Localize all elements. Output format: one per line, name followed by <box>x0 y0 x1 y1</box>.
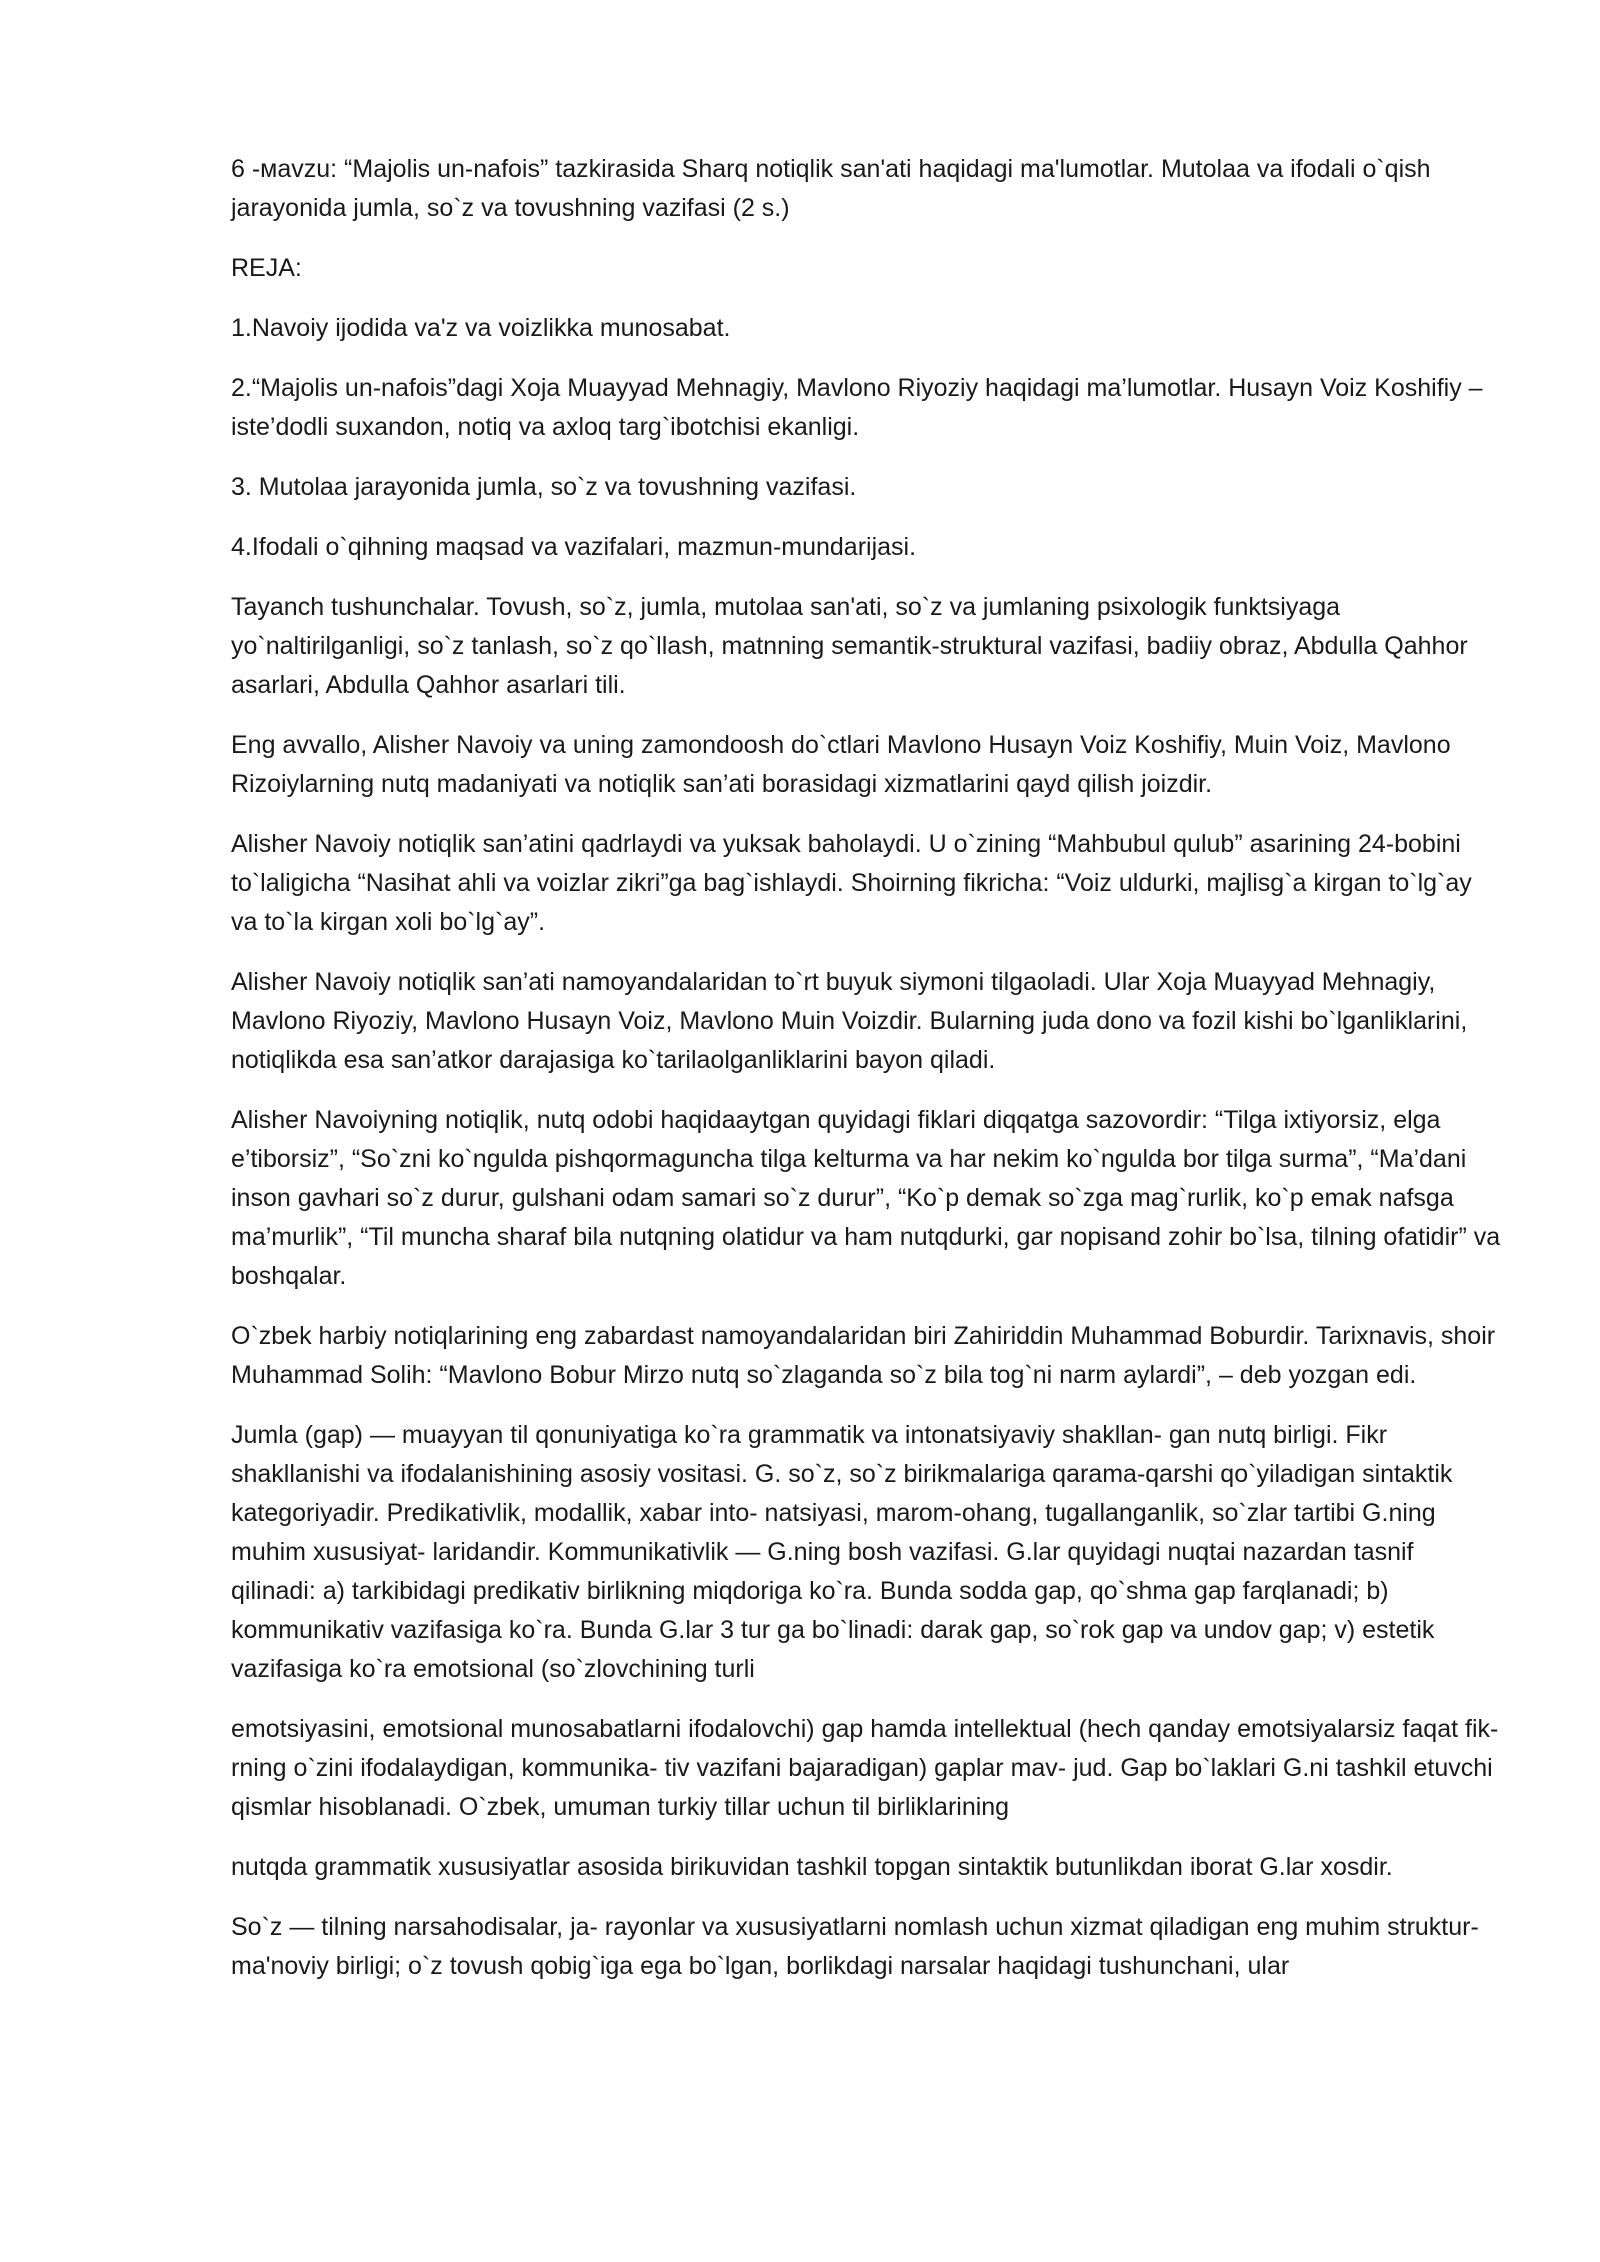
body-paragraph: Alisher Navoiyning notiqlik, nutq odobi haqidaaytgan quyidagi fiklari diqqatga sazovordir: “Tilga ixtiyorsiz, elga e’tiborsiz”, “So`zni ko`ngulda pishqormaguncha tilga kelturma va har nekim ko`ngulda bor tilga surma”, “Ma’dani inson gavhari so`z durur, gulshani odam samari so`z durur”, “Ko`p demak so`zga mag`rurlik, ko`p emak nafsga ma’murlik”, “Til muncha sharaf bila nutqning olatidur va ham nutqdurki, gar nopisand zohir bo`lsa, tilning ofatidir” va boshqalar. <box>231 1106 1501 1290</box>
document-page <box>231 150 1501 2007</box>
body-paragraph: nutqda grammatik xususiyatlar asosida birikuvidan tashkil topgan sintaktik butunlikdan iborat G.lar xosdir. <box>231 1853 1393 1881</box>
body-paragraph: Jumla (gap) — muayyan til qonuniyatiga ko`ra grammatik va intonatsiyaviy shakllan- gan nutq birligi. Fikr shakllanishi va ifodalanishining asosiy vositasi. G. so`z, so`z birikmalariga qarama-qarshi qo`yiladigan sintaktik kategoriyadir. Predikativlik, modallik, xabar into- natsiyasi, marom-ohang, tugallanganlik, so`zlar tartibi G.ning muhim xususiyat- laridandir. Kommunikativlik — G.ning bosh vazifasi. G.lar quyidagi nuqtai nazardan tasnif qilinadi: a) tarkibidagi predikativ birlikning miqdoriga ko`ra. Bunda sodda gap, qo`shma gap farqlanadi; b) kommunikativ vazifasiga ko`ra. Bunda G.lar 3 tur ga bo`linadi: darak gap, so`rok gap va undov gap; v) estetik vazifasiga ko`ra emotsional (so`zlovchining turli <box>231 1421 1453 1683</box>
body-paragraph: So`z — tilning narsahodisalar, ja- rayonlar va xususiyatlarni nomlash uchun xizmat qiladigan eng muhim struktur-ma'noviy birligi; o`z tovush qobig`iga ega bo`lgan, borlikdagi narsalar haqidagi tushunchani, ular <box>231 1913 1479 1980</box>
body-paragraph: Alisher Navoiy notiqlik san’atini qadrlaydi va yuksak baholaydi. U o`zining “Mahbubul qulub” asarining 24-bobini to`laligicha “Nasihat ahli va voizlar zikri”ga bag`ishlaydi. Shoirning fikricha: “Voiz uldurki, majlisg`a kirgan to`lg`ay va to`la kirgan xoli bo`lg`ay”. <box>231 830 1472 936</box>
plan-item-2: 2.“Majolis un-nafois”dagi Xoja Muayyad Mehnagiy, Mavlono Riyoziy haqidagi ma’lumotlar. Husayn Voiz Koshifiy – iste’dodli suxandon, notiq va axloq targ`ibotchisi ekanligi. <box>231 374 1483 441</box>
plan-item-4: 4.Ifodali o`qihning maqsad va vazifalari, mazmun-mundarijasi. <box>231 533 917 561</box>
plan-item-3: 3. Mutolaa jarayonida jumla, so`z va tovushning vazifasi. <box>231 473 857 501</box>
body-paragraph: emotsiyasini, emotsional munosabatlarni ifodalovchi) gap hamda intellektual (hech qanday emotsiyalarsiz faqat fik- rning o`zini ifodalaydigan, kommunika- tiv vazifani bajaradigan) gaplar mav- jud. Gap bo`laklari G.ni tashkil etuvchi qismlar hisoblanadi. O`zbek, umuman turkiy tillar uchun til birliklarining <box>231 1715 1499 1821</box>
body-paragraph: Eng avvallo, Alisher Navoiy va uning zamondoosh do`ctlari Mavlono Husayn Voiz Koshifiy, Muin Voiz, Mavlono Rizoiylarning nutq madaniyati va notiqlik san’ati borasidagi xizmatlarini qayd qilish joizdir. <box>231 731 1451 798</box>
topic-heading: 6 -мavzu: “Majolis un-nafois” tazkirasida Sharq notiqlik san'ati haqidagi ma'lumotlar. Mutolaa va ifodali o`qish jarayonida jumla, so`z va tovushning vazifasi (2 s.) <box>231 155 1431 222</box>
plan-heading: REJA: <box>231 254 302 282</box>
key-concepts-paragraph: Tayanch tushunchalar. Tovush, so`z, jumla, mutolaa san'ati, so`z va jumlaning psixologik funktsiyaga yo`naltirilganligi, so`z tanlash, so`z qo`llash, matnning semantik-struktural vazifasi, badiiy obraz, Abdulla Qahhor asarlari, Abdulla Qahhor asarlari tili. <box>231 593 1468 699</box>
body-paragraph: Alisher Navoiy notiqlik san’ati namoyandalaridan to`rt buyuk siymoni tilgaoladi. Ular Xoja Muayyad Mehnagiy, Mavlono Riyoziy, Mavlono Husayn Voiz, Mavlono Muin Voizdir. Bularning juda dono va fozil kishi bo`lganliklarini, notiqlikda esa san’atkor darajasiga ko`tarilaolganliklarini bayon qiladi. <box>231 968 1468 1074</box>
body-paragraph: O`zbek harbiy notiqlarining eng zabardast namoyandalaridan biri Zahiriddin Muhammad Boburdir. Tarixnavis, shoir Muhammad Solih: “Mavlono Bobur Mirzo nutq so`zlaganda so`z bila tog`ni narm aylardi”, – deb yozgan edi. <box>231 1322 1496 1389</box>
plan-item-1: 1.Navoiy ijodida va'z va voizlikka munosabat. <box>231 314 731 342</box>
